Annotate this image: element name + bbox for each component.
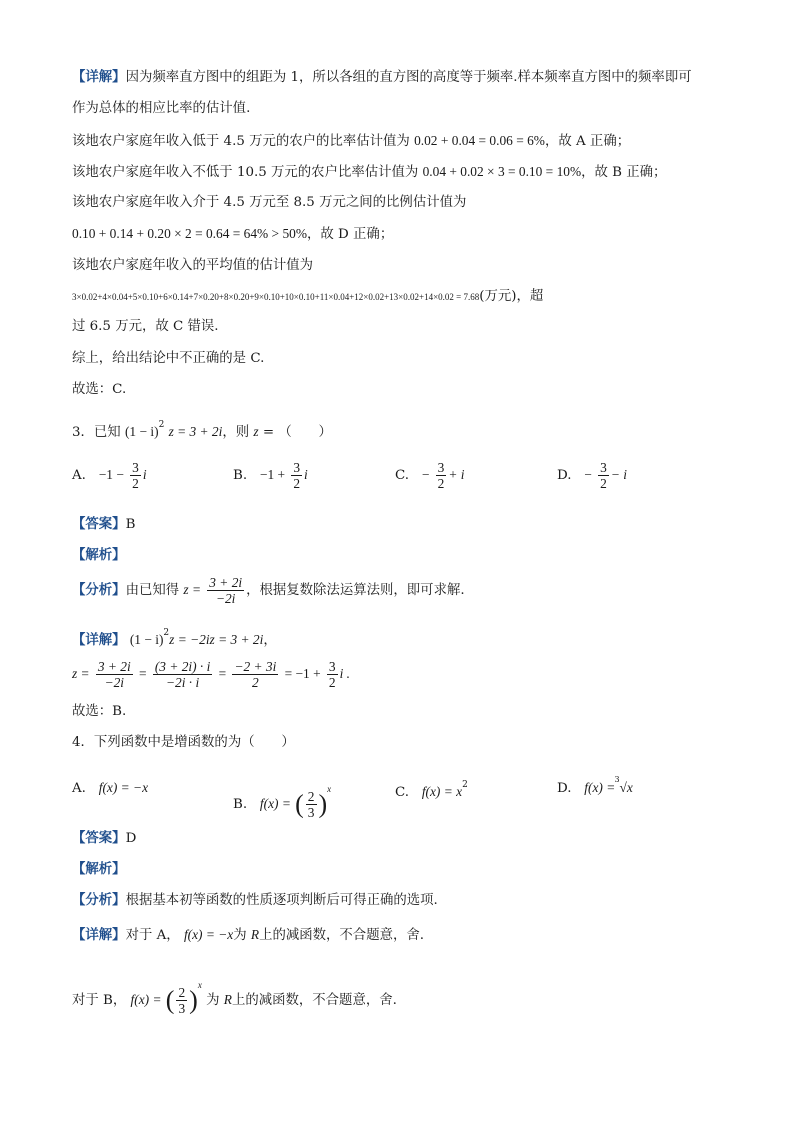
answer-tag: 【答案】 <box>72 516 126 532</box>
math: 0.02 + 0.04 = 0.06 = 6% <box>414 133 545 148</box>
radicand: √x <box>619 780 633 795</box>
paren-open: ( <box>165 985 175 1015</box>
paren-close: ) <box>318 789 328 819</box>
denominator: −2i · i <box>165 675 200 690</box>
math: f(x) = x <box>421 784 463 799</box>
denominator: 2 <box>328 675 336 690</box>
q2-mean-expr <box>72 288 543 306</box>
text: 上的减函数，不合题意，舍. <box>231 993 397 1008</box>
option-label: A. <box>72 468 86 483</box>
option-label: B. <box>233 468 248 483</box>
math: i . <box>339 666 351 681</box>
math: 2 <box>158 420 165 430</box>
math: f(x) = <box>259 796 291 811</box>
q3-choice: 故选：B. <box>72 704 127 719</box>
q3-option-d[interactable] <box>557 460 627 491</box>
denominator: 2 <box>252 675 259 690</box>
text: ，故 B 正确； <box>581 165 667 180</box>
fraction <box>130 460 141 491</box>
q3-answer <box>72 515 135 534</box>
text: 为 <box>233 928 247 943</box>
math: f(x) = <box>130 992 162 1007</box>
q4-option-d[interactable] <box>557 775 633 796</box>
text: (万元) <box>479 289 517 304</box>
math: − i <box>610 467 627 482</box>
math: − <box>584 467 592 482</box>
q2-line-a <box>72 132 630 151</box>
q3-stem <box>72 416 332 442</box>
q4-stem: 4．下列函数中是增函数的为（ ） <box>72 735 295 750</box>
q4-detail-b <box>72 964 397 1022</box>
paren-close: ) <box>189 985 198 1015</box>
math: 2 <box>163 628 170 638</box>
q2-summary: 综上，给出结论中不正确的是 C. <box>72 351 265 366</box>
q4-analysis <box>72 860 126 879</box>
q2-line-c: 过 6.5 万元，故 C 错误. <box>72 319 219 334</box>
q4-option-a[interactable] <box>72 780 148 796</box>
text: 该地农户家庭年收入不低于 10.5 万元的农户比率估计值为 <box>72 165 419 180</box>
detail-tag: 【详解】 <box>72 632 126 648</box>
q4-option-c[interactable] <box>395 780 468 800</box>
text: 3．已知 <box>72 425 121 440</box>
math: − <box>421 467 430 482</box>
math: z <box>253 424 259 439</box>
numerator: 2 <box>307 789 315 804</box>
text: 对于 A， <box>125 928 180 943</box>
q3-option-c[interactable] <box>395 460 464 491</box>
denominator: 3 <box>178 1001 186 1016</box>
numerator: (3 + 2i) · i <box>154 659 211 674</box>
analysis-tag: 【解析】 <box>72 547 126 563</box>
math: = <box>138 666 147 681</box>
math: f(x) = −x <box>98 780 149 795</box>
numerator: 3 + 2i <box>97 659 131 674</box>
q2-line-b <box>72 163 666 182</box>
q2-detail-line1 <box>72 68 692 87</box>
fraction <box>232 659 278 690</box>
numerator: 2 <box>178 985 186 1000</box>
option-label: A. <box>72 781 86 796</box>
math: −1 − <box>98 467 124 482</box>
option-label: B. <box>233 797 248 812</box>
q4-detail-a <box>72 926 424 945</box>
fraction <box>436 460 447 491</box>
denominator: 2 <box>132 476 139 491</box>
text: 上的减函数，不合题意，舍. <box>259 928 425 943</box>
fraction <box>176 985 187 1016</box>
q3-option-b[interactable] <box>233 460 308 491</box>
math: (1 − i) <box>124 424 159 439</box>
q2-choice: 故选：C. <box>72 382 127 397</box>
text: = （ ） <box>258 425 332 440</box>
text: 该地农户家庭年收入低于 4.5 万元的农户的比率估计值为 <box>72 134 410 149</box>
option-label: C. <box>395 785 410 800</box>
math: = <box>218 666 227 681</box>
q2-line-d-math <box>72 225 393 244</box>
q3-detail-line2 <box>72 656 350 693</box>
q2-detail-line2: 作为总体的相应比率的估计值. <box>72 101 251 116</box>
answer-value: B <box>125 517 136 532</box>
math: −1 + <box>259 467 286 482</box>
denominator: 2 <box>437 476 445 491</box>
text: ，超 <box>516 289 544 304</box>
text: 根据基本初等函数的性质逐项判断后可得正确的选项. <box>125 893 438 908</box>
exponent: x <box>197 980 202 990</box>
math: i <box>142 467 147 482</box>
q4-answer <box>72 829 136 848</box>
math: R <box>250 927 260 942</box>
math: R <box>223 992 232 1007</box>
math: z = <box>183 582 201 597</box>
analysis-tag: 【解析】 <box>72 861 126 877</box>
q3-fenxi <box>72 572 465 609</box>
q3-option-a[interactable] <box>72 460 147 491</box>
text: ，则 <box>222 425 250 440</box>
q4-option-b[interactable] <box>233 768 331 826</box>
denominator: −2i <box>215 591 236 606</box>
q2-line-d: 该地农户家庭年收入介于 4.5 万元至 8.5 万元之间的比例估计值为 <box>72 195 467 210</box>
option-label: C. <box>395 468 410 483</box>
fenxi-tag: 【分析】 <box>72 892 126 908</box>
numerator: 3 <box>437 460 445 475</box>
detail-tag: 【详解】 <box>72 927 126 943</box>
fraction <box>153 659 213 690</box>
math: z = 3 + 2i <box>168 424 223 439</box>
cube-root <box>614 775 633 796</box>
numerator: 3 <box>328 659 336 674</box>
math: z = −2iz = 3 + 2i <box>169 632 264 647</box>
q3-analysis <box>72 546 126 565</box>
fraction <box>598 460 609 491</box>
numerator: 3 <box>600 460 607 475</box>
denominator: −2i <box>104 675 125 690</box>
exponent: x <box>327 784 332 794</box>
text: 对于 B， <box>72 993 127 1008</box>
q2-line-mean: 该地农户家庭年收入的平均值的估计值为 <box>72 258 314 273</box>
math: (1 − i) <box>129 632 164 647</box>
option-label: D. <box>557 468 572 483</box>
text: 为 <box>206 993 220 1008</box>
text: ，故 D 正确； <box>307 227 394 242</box>
math: f(x) = −x <box>183 927 234 942</box>
answer-tag: 【答案】 <box>72 830 126 846</box>
math: + i <box>448 467 465 482</box>
math: 3×0.02+4×0.04+5×0.10+6×0.14+7×0.20+8×0.20+9×0.10+10×0.10+11×0.04+12×0.02+13×0.02+14×0.02 = 7.68 <box>72 292 480 302</box>
q4-fenxi <box>72 891 438 910</box>
paren-open: ( <box>295 789 304 819</box>
math: 0.04 + 0.02 × 3 = 0.10 = 10% <box>422 164 582 179</box>
exponent: 2 <box>462 780 468 790</box>
numerator: 3 + 2i <box>209 575 243 590</box>
denominator: 3 <box>307 805 315 820</box>
text: ，故 A 正确； <box>544 134 631 149</box>
text: 由已知得 <box>125 583 180 598</box>
numerator: 3 <box>132 460 139 475</box>
numerator: 3 <box>293 460 301 475</box>
numerator: −2 + 3i <box>234 659 277 674</box>
text: 因为频率直方图中的组距为 1，所以各组的直方图的高度等于频率.样本频率直方图中的频率即可 <box>125 70 692 85</box>
q3-detail-line1 <box>72 624 277 650</box>
detail-tag: 【详解】 <box>72 69 126 85</box>
math: f(x) = <box>584 780 616 795</box>
math: z = <box>72 666 90 681</box>
fraction <box>207 575 244 606</box>
root-index: 3 <box>614 775 620 784</box>
fraction <box>96 659 133 690</box>
math: = −1 + <box>284 666 321 681</box>
answer-value: D <box>125 831 137 846</box>
denominator: 2 <box>600 476 607 491</box>
text: ，根据复数除法运算法则，即可求解. <box>246 583 465 598</box>
math: 0.10 + 0.14 + 0.20 × 2 = 0.64 = 64% > 50% <box>72 226 308 241</box>
text: ， <box>263 633 277 648</box>
math: i <box>304 467 308 482</box>
fenxi-tag: 【分析】 <box>72 582 126 598</box>
denominator: 2 <box>293 476 301 491</box>
fraction <box>327 659 338 690</box>
fraction <box>291 460 302 491</box>
option-label: D. <box>557 781 572 796</box>
fraction <box>306 789 317 820</box>
